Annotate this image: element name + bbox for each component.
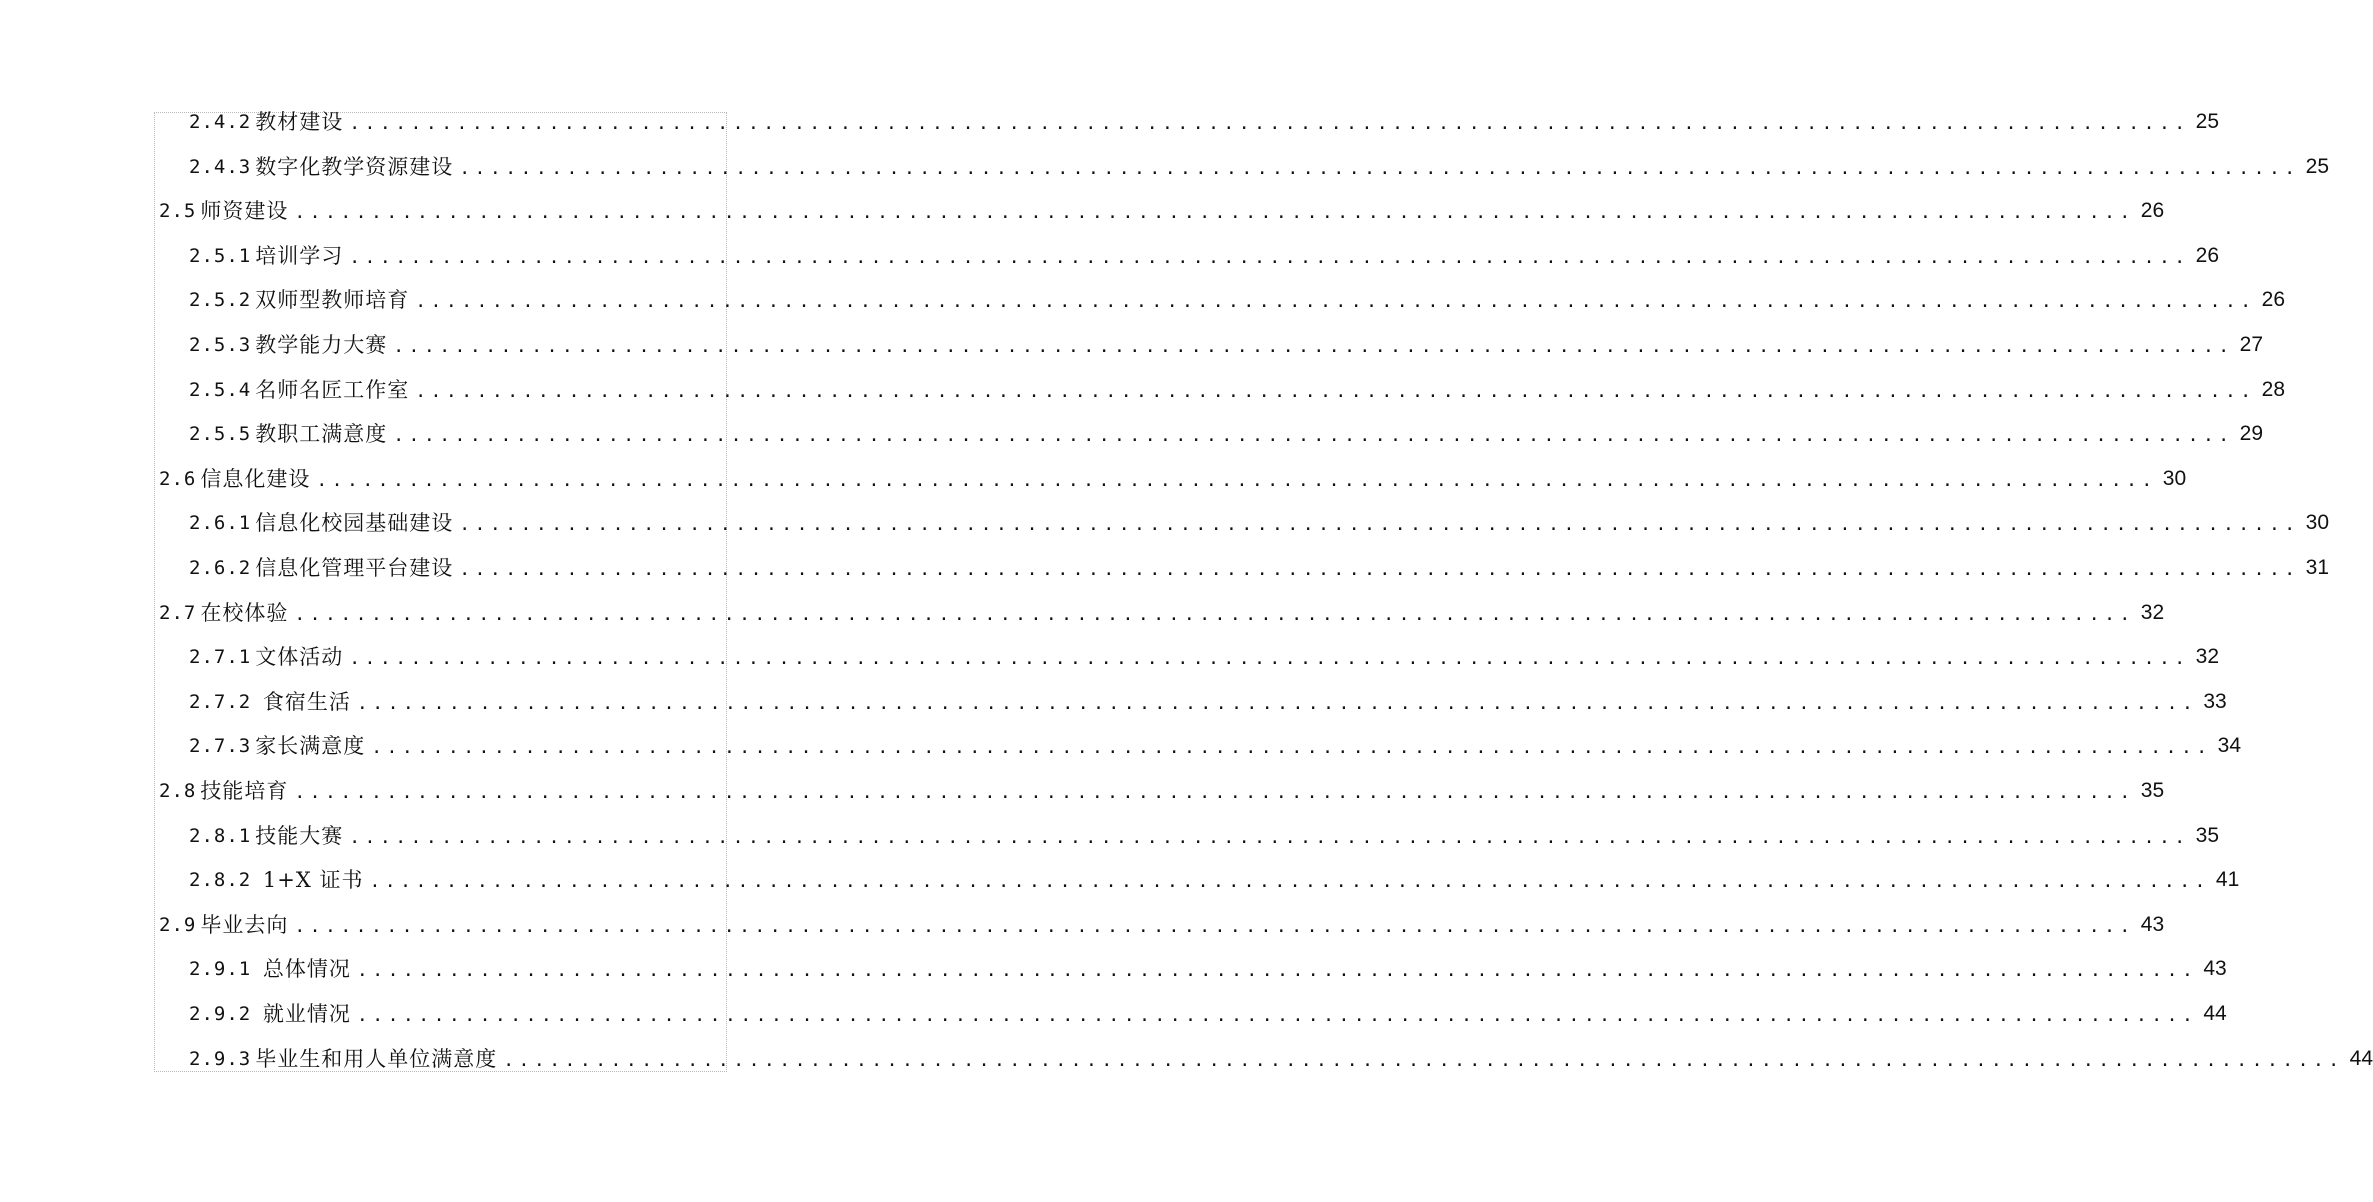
toc-entry-page-number: 32 (2140, 600, 2165, 624)
toc-entry-title: 毕业生和用人单位满意度 (255, 1046, 498, 1071)
toc-entry-title: 毕业去向 (200, 912, 289, 937)
toc-entry-page-number: 34 (2217, 734, 2241, 758)
toc-dot-leader: ........................................................................................................................ (459, 559, 2300, 580)
toc-entry-title: 双师型教师培育 (255, 288, 410, 313)
toc-entry-page-number: 29 (2239, 422, 2263, 446)
toc-entry-page-number: 28 (2261, 377, 2285, 401)
toc-entry-number: 2.5 (159, 200, 197, 223)
toc-entry-title: 技能大赛 (255, 823, 344, 848)
toc-entry[interactable] (0, 416, 2263, 452)
toc-entry-page-number: 27 (2239, 333, 2263, 356)
toc-dot-leader: ........................................................................................................................ (415, 291, 2256, 313)
toc-entry-number: 2.4.3 (189, 155, 252, 178)
toc-entry-number: 2.7.2 (189, 690, 252, 713)
toc-entry-title: 技能培育 (200, 779, 289, 803)
toc-entry-title: 1+X 证书 (255, 868, 364, 893)
toc-entry-title: 培训学习 (255, 243, 344, 268)
toc-entry[interactable] (0, 728, 2241, 764)
toc-entry-page-number: 26 (2261, 288, 2285, 312)
toc-entry-title: 教学能力大赛 (255, 333, 388, 357)
toc-dot-leader: ........................................................................................................................ (415, 380, 2256, 402)
toc-entry-page-number: 30 (2162, 466, 2187, 490)
toc-dot-leader: ........................................................................................................................ (371, 737, 2212, 759)
toc-entry-title: 就业情况 (255, 1002, 351, 1026)
toc-entry[interactable] (0, 907, 2165, 943)
toc-entry-page-number: 26 (2195, 243, 2219, 267)
toc-entry-title: 教材建设 (255, 110, 344, 134)
toc-entry-number: 2.7 (159, 601, 197, 624)
toc-dot-leader: ........................................................................................................................ (349, 826, 2190, 848)
toc-entry-title: 信息化建设 (200, 466, 311, 491)
toc-entry-page-number: 30 (2305, 511, 2329, 535)
toc-entry-page-number: 44 (2203, 1002, 2227, 1025)
toc-entry-title: 教职工满意度 (255, 422, 388, 447)
toc-entry[interactable] (0, 238, 2219, 274)
toc-entry-title: 名师名匠工作室 (255, 377, 410, 402)
toc-dot-leader: ........................................................................................................................ (459, 157, 2300, 179)
toc-entry-page-number: 44 (2349, 1046, 2373, 1070)
toc-entry[interactable] (0, 862, 2240, 898)
toc-entry-number: 2.9.1 (189, 958, 252, 981)
toc-entry-number: 2.8.2 (189, 869, 252, 892)
toc-entry-page-number: 43 (2140, 912, 2165, 936)
toc-entry-number: 2.4.2 (189, 111, 252, 133)
toc-dot-leader: ........................................................................................................................ (294, 915, 2135, 937)
toc-entry-title: 师资建设 (200, 199, 289, 224)
toc-entry[interactable] (0, 104, 2219, 140)
toc-entry-title: 信息化管理平台建设 (255, 556, 454, 580)
toc-dot-leader: ........................................................................................................................ (349, 648, 2190, 670)
toc-dot-leader: ........................................................................................................................ (356, 692, 2198, 714)
toc-dot-leader: ........................................................................................................................ (294, 202, 2135, 224)
toc-entry-number: 2.5.5 (189, 423, 252, 446)
toc-entry[interactable] (0, 639, 2219, 675)
toc-dot-leader: ........................................................................................................................ (393, 336, 2234, 357)
toc-entry-title: 数字化教学资源建设 (255, 154, 454, 179)
toc-entry-number: 2.7.1 (189, 646, 252, 669)
toc-entry[interactable] (0, 818, 2219, 854)
toc-dot-leader: ........................................................................................................................ (356, 1005, 2198, 1026)
toc-entry-number: 2.5.4 (189, 378, 252, 401)
toc-entry-page-number: 32 (2195, 645, 2219, 669)
toc-dot-leader: ........................................................................................................................ (369, 871, 2210, 893)
toc-entry-number: 2.9.3 (189, 1047, 252, 1070)
toc-entry-page-number: 41 (2215, 868, 2240, 892)
toc-entry-number: 2.8 (159, 780, 197, 802)
toc-entry-page-number: 33 (2203, 689, 2227, 713)
toc-dot-leader: ........................................................................................................................ (356, 960, 2198, 982)
toc-entry-title: 总体情况 (255, 957, 351, 982)
toc-dot-leader: ........................................................................................................................ (349, 246, 2190, 268)
toc-dot-leader: ........................................................................................................................ (294, 603, 2135, 625)
toc-entry[interactable] (0, 149, 2329, 185)
toc-entry-title: 在校体验 (200, 600, 289, 625)
toc-entry-title: 食宿生活 (255, 689, 351, 714)
toc-entry-number: 2.7.3 (189, 735, 252, 758)
toc-entry-title: 文体活动 (255, 645, 344, 670)
toc-entry[interactable] (0, 282, 2285, 318)
toc-entry-title: 家长满意度 (255, 734, 366, 759)
toc-entry-number: 2.6.1 (189, 512, 252, 535)
toc-entry[interactable] (0, 550, 2329, 586)
toc-entry-number: 2.5.2 (189, 289, 252, 312)
toc-entry[interactable] (0, 461, 2187, 497)
toc-entry-number: 2.6 (159, 467, 197, 490)
toc-dot-leader: ........................................................................................................................ (349, 113, 2190, 134)
toc-entry-title: 信息化校园基础建设 (255, 511, 454, 536)
toc-entry-number: 2.6.2 (189, 557, 252, 579)
toc-entry-page-number: 35 (2140, 779, 2165, 802)
toc-dot-leader: ........................................................................................................................ (459, 514, 2300, 536)
toc-entry-number: 2.9.2 (189, 1003, 252, 1025)
toc-dot-leader: ........................................................................................................................ (393, 425, 2234, 447)
toc-entry-page-number: 43 (2203, 957, 2227, 981)
toc-dot-leader: ........................................................................................................................ (316, 469, 2157, 491)
toc-entry[interactable] (0, 996, 2227, 1032)
toc-entry-page-number: 31 (2305, 556, 2329, 579)
toc-entry[interactable] (0, 505, 2329, 541)
toc-entry-page-number: 25 (2195, 110, 2219, 133)
toc-entry[interactable] (0, 1041, 2373, 1077)
toc-entry-page-number: 35 (2195, 823, 2219, 847)
toc-entry-number: 2.8.1 (189, 824, 252, 847)
toc-entry[interactable] (0, 684, 2227, 720)
toc-entry-number: 2.5.3 (189, 334, 252, 356)
toc-entry-page-number: 25 (2305, 154, 2329, 178)
toc-entry[interactable] (0, 595, 2165, 631)
toc-entry-page-number: 26 (2140, 199, 2165, 223)
toc-entry[interactable] (0, 372, 2285, 408)
toc-entry-number: 2.5.1 (189, 244, 252, 267)
toc-entry[interactable] (0, 951, 2227, 987)
toc-dot-leader: ........................................................................................................................ (503, 1049, 2344, 1071)
toc-entry-number: 2.9 (159, 913, 197, 936)
toc-entry[interactable] (0, 773, 2165, 809)
toc-dot-leader: ........................................................................................................................ (294, 782, 2135, 803)
toc-entry[interactable] (0, 193, 2165, 229)
toc-entry[interactable] (0, 327, 2263, 363)
